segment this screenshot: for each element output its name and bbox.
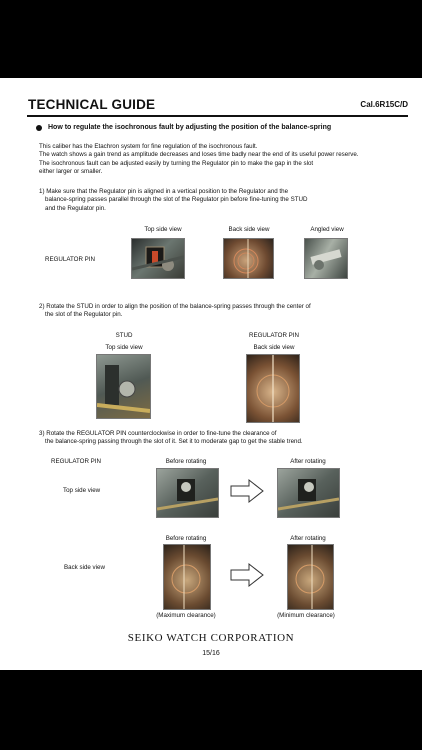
step3-line: 3) Rotate the REGULATOR PIN counterclockwise in order to fine-tune the clearance of — [39, 430, 277, 437]
step3-before-label: Before rotating — [165, 458, 207, 465]
step1-view-label-top: Top side view — [144, 226, 182, 233]
bullet-icon — [36, 125, 42, 131]
step2-left-title: STUD — [115, 332, 133, 339]
photo-step3-before-back — [163, 544, 211, 610]
section-heading-text: How to regulate the isochronous fault by adjusting the position of the balance-spring — [48, 124, 332, 131]
photo-step3-after-back — [287, 544, 334, 610]
intro-line: The isochronous fault can be adjusted easily by turning the Regulator pin to make the gap in the slot — [39, 159, 314, 167]
photo-step1-top — [131, 238, 185, 279]
max-clearance-label: (Maximum clearance) — [156, 612, 216, 619]
photo-step3-before-top — [156, 468, 219, 518]
step2-right-view: Back side view — [253, 344, 295, 351]
photo-step2-stud — [96, 354, 151, 419]
step1-text — [39, 188, 409, 213]
step1-line: and the Regulator pin. — [45, 204, 106, 212]
step1-line: balance-spring passes parallel through the slot of the Regulator pin before fine-tuning the STUD — [45, 196, 308, 204]
arrow-right-icon — [229, 562, 265, 588]
step3-row-title: REGULATOR PIN — [51, 458, 101, 465]
step3-top-side-label: Top side view — [63, 487, 101, 494]
step2-text — [39, 303, 409, 320]
step2-left-view: Top side view — [105, 344, 143, 351]
photo-step1-angled — [304, 238, 348, 279]
step3-back-side-label: Back side view — [64, 564, 105, 571]
step1-view-label-angled: Angled view — [310, 226, 344, 233]
step2-line: the slot of the Regulator pin. — [45, 311, 123, 319]
arrow-right-icon — [229, 478, 265, 504]
caliber-label: Cal.6R15C/D — [360, 100, 408, 109]
page-number: 15/16 — [202, 650, 220, 657]
step2-line: 2) Rotate the STUD in order to align the position of the balance-spring passes through the center of — [39, 303, 311, 310]
step1-view-label-back: Back side view — [228, 226, 270, 233]
intro-line: either larger or smaller. — [39, 167, 103, 175]
min-clearance-label: (Minimum clearance) — [277, 612, 335, 619]
intro-paragraph — [39, 143, 409, 176]
intro-line: The watch shows a gain trend as amplitude decreases and loses time badly near the end of its useful power reserve. — [39, 151, 359, 159]
step3-before-label-2: Before rotating — [165, 535, 207, 542]
step1-row-label: REGULATOR PIN — [45, 256, 95, 263]
step3-text — [39, 430, 409, 447]
photo-step2-back — [246, 354, 300, 423]
page-title: TECHNICAL GUIDE — [28, 97, 156, 112]
step3-after-label-2: After rotating — [290, 535, 326, 542]
step1-line: 1) Make sure that the Regulator pin is aligned in a vertical position to the Regulator and the — [39, 188, 289, 195]
section-heading — [36, 124, 331, 131]
footer-brand: SEIKO WATCH CORPORATION — [127, 632, 295, 644]
header-rule — [27, 115, 408, 117]
step3-line: the balance-spring passing through the slot of it. Set it to moderate gap to get the stable trend. — [45, 438, 303, 446]
step3-after-label: After rotating — [290, 458, 326, 465]
intro-line: This caliber has the Etachron system for fine regulation of the isochronous fault. — [39, 143, 258, 150]
document-page — [0, 78, 422, 670]
step2-right-title: REGULATOR PIN — [249, 332, 299, 339]
photo-step1-back — [223, 238, 274, 279]
photo-step3-after-top — [277, 468, 340, 518]
